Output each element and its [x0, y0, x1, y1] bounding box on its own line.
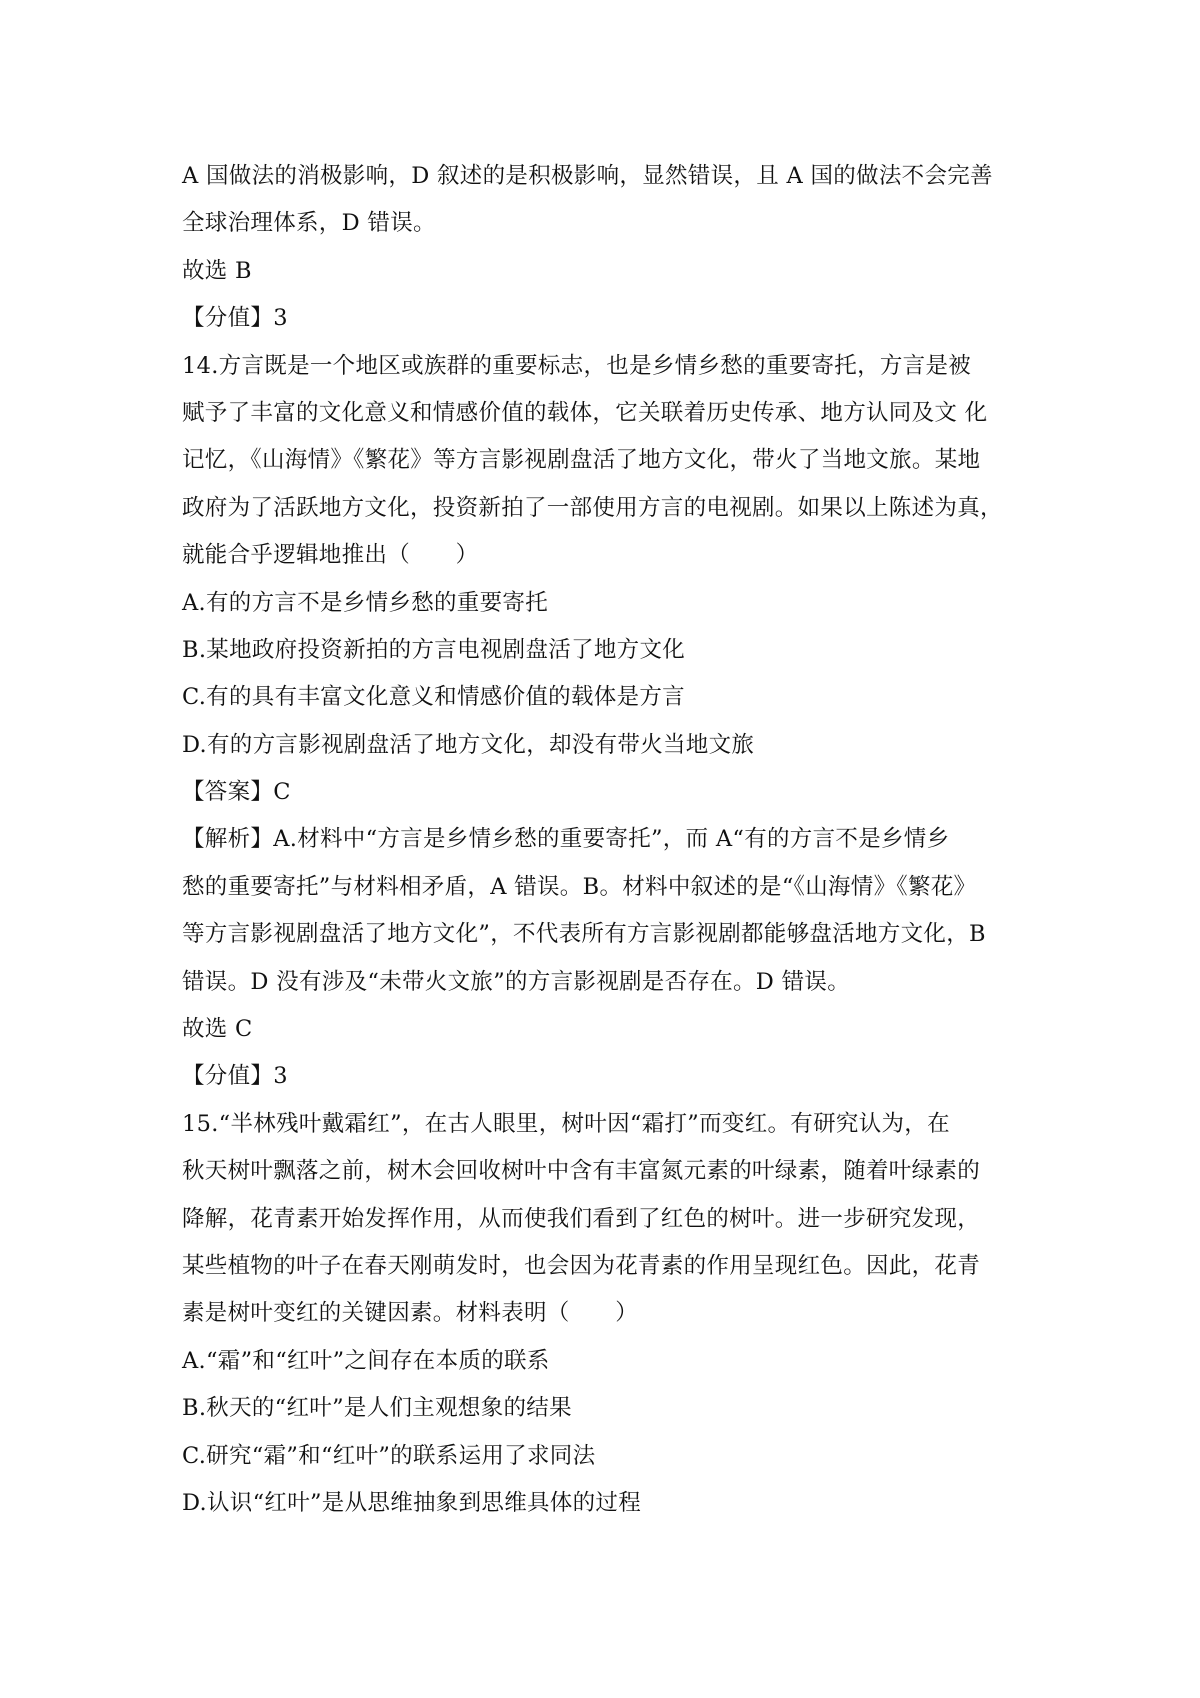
text-line: 全球治理体系，D 错误。: [182, 210, 436, 237]
answer-choice-line: 故选 B: [182, 257, 252, 284]
question-14-option-c: C.有的具有丰富文化意义和情感价值的载体是方言: [182, 684, 685, 711]
question-14-score: 【分值】3: [182, 1063, 288, 1090]
question-14-answer: 【答案】C: [182, 779, 291, 806]
question-15-option-c: C.研究“霜”和“红叶”的联系运用了求同法: [182, 1442, 596, 1469]
question-14-stem: 就能合乎逻辑地推出（ ）: [182, 542, 479, 569]
question-14-option-b: B.某地政府投资新拍的方言电视剧盘活了地方文化: [182, 636, 686, 663]
question-15-option-d: D.认识“红叶”是从思维抽象到思维具体的过程: [182, 1489, 641, 1516]
question-14-analysis: 愁的重要寄托”与材料相矛盾，A 错误。B。材料中叙述的是“《山海情》《繁花》: [182, 873, 977, 900]
text-line: A 国做法的消极影响，D 叙述的是积极影响，显然错误，且 A 国的做法不会完善: [182, 163, 993, 189]
question-15-option-b: B.秋天的“红叶”是人们主观想象的结果: [182, 1395, 572, 1422]
question-14-stem: 记忆，《山海情》《繁花》等方言影视剧盘活了地方文化，带火了当地文旅。某地: [182, 447, 981, 474]
question-14-choice: 故选 C: [182, 1016, 253, 1043]
question-15-stem: 素是树叶变红的关键因素。材料表明（ ）: [182, 1300, 639, 1327]
score-line: 【分值】3: [182, 305, 288, 332]
question-14-stem: 14.方言既是一个地区或族群的重要标志，也是乡情乡愁的重要寄托，方言是被: [182, 352, 972, 379]
question-15-stem: 15.“半林残叶戴霜红”，在古人眼里，树叶因“霜打”而变红。有研究认为，在: [182, 1110, 950, 1137]
question-14-option-a: A.有的方言不是乡情乡愁的重要寄托: [182, 589, 549, 616]
question-14-analysis: 错误。D 没有涉及“未带火文旅”的方言影视剧是否存在。D 错误。: [182, 968, 850, 995]
question-15-stem: 降解，花青素开始发挥作用，从而使我们看到了红色的树叶。进一步研究发现，: [182, 1205, 981, 1232]
question-15-option-a: A.“霜”和“红叶”之间存在本质的联系: [182, 1347, 550, 1374]
question-14-option-d: D.有的方言影视剧盘活了地方文化，却没有带火当地文旅: [182, 731, 755, 758]
question-15-stem: 秋天树叶飘落之前，树木会回收树叶中含有丰富氮元素的叶绿素，随着叶绿素的: [182, 1158, 981, 1185]
question-14-stem: 政府为了活跃地方文化，投资新拍了一部使用方言的电视剧。如果以上陈述为真，: [182, 494, 1003, 521]
question-14-analysis: 【解析】A.材料中“方言是乡情乡愁的重要寄托”，而 A“有的方言不是乡情乡: [182, 826, 950, 853]
question-15-stem: 某些植物的叶子在春天刚萌发时，也会因为花青素的作用呈现红色。因此，花青: [182, 1252, 981, 1279]
document-page: [182, 153, 1022, 1527]
question-14-analysis: 等方言影视剧盘活了地方文化”，不代表所有方言影视剧都能够盘活地方文化，B: [182, 921, 986, 948]
question-14-stem: 赋予了丰富的文化意义和情感价值的载体，它关联着历史传承、地方认同及文 化: [182, 399, 988, 426]
